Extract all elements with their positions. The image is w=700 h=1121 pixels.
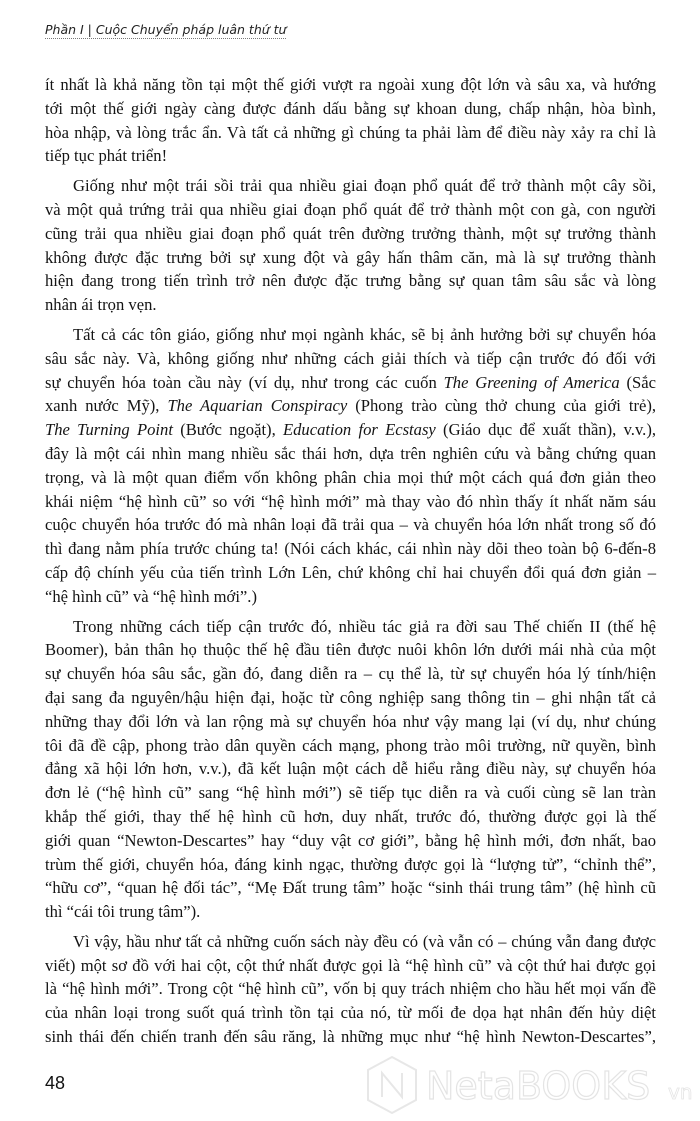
- text-line: sinh thái đến chiến tranh đến sâu răng, là những mục như “hệ hình Newton-Descartes”,: [45, 1027, 656, 1047]
- paragraph: [45, 323, 656, 609]
- text-line: hòa nhập, và lòng trắc ẩn. Và tất cả những gì chúng ta phải làm để điều này xảy ra chỉ là: [45, 122, 656, 142]
- text-line: không được đặc trưng bởi sự xung đột và gây hấn thâm căn, mà là sự trưởng thành: [45, 247, 656, 267]
- text-line: [45, 418, 656, 442]
- text-line: ít nhất là khả năng tồn tại một thế giới vượt ra ngoài xung đột lớn và sâu xa, và hướng: [45, 75, 656, 94]
- book-title: The Greening of America: [443, 372, 620, 392]
- text-line: khắp thế giới, thay thế hệ hình cũ hơn, duy nhất, trước đó, thường được gọi là thế: [45, 806, 656, 826]
- text-line: [45, 371, 656, 395]
- text-line: cấp độ chính yếu của tiến trình Lớn Lên, chứ không chỉ hai chuyển đổi quá đơn giản –: [45, 562, 656, 582]
- text-line: hiện đang trong tiến trình trở nên được đặc trưng bằng sự quan tâm sâu sắc và lòng: [45, 271, 656, 291]
- book-title: Education for Ecstasy: [283, 420, 436, 440]
- book-title: The Aquarian Conspiracy: [167, 396, 348, 416]
- text-line: Trong những cách tiếp cận trước đó, nhiều tác giả ra đời sau Thế chiến II (thế hệ: [73, 616, 656, 636]
- text-line: viết) một sơ đồ với hai cột, cột thứ nhất được gọi là “hệ hình cũ” và cột thứ hai được gọi: [45, 955, 656, 975]
- running-head: Phần I | Cuộc Chuyển pháp luân thứ tư: [45, 22, 287, 37]
- text-segment: (Bước ngoặt),: [172, 420, 283, 440]
- text-line: nhân ái trọn vẹn.: [45, 295, 157, 315]
- text-segment: (Giáo dục để xuất thần), v.v.),: [435, 420, 656, 440]
- text-line: tới một thế giới ngày càng được đánh dấu bằng sự khoan dung, chấp nhận, hòa bình,: [45, 98, 656, 118]
- paragraph: [45, 615, 656, 924]
- text-line: tôi đã đề cập, phong trào dân quyền cách mạng, phong trào môi trường, nữ quyền, bình: [45, 735, 656, 755]
- text-line: Tất cả các tôn giáo, giống như mọi ngành khác, sẽ bị ảnh hưởng bởi sự chuyển hóa: [73, 324, 656, 344]
- svg-text:NetaBOOKS: NetaBOOKS: [426, 1064, 651, 1108]
- netabooks-watermark-logo: [362, 1055, 700, 1115]
- text-line: Vì vậy, hầu như tất cả những cuốn sách này đều có (và vẫn có – chúng vẫn đang được: [73, 931, 656, 951]
- svg-text:vn: vn: [668, 1080, 693, 1104]
- text-line: giới quan “Newton-Descartes” hay “duy vật cơ giới”, bằng hệ hình mới, đơn nhất, bao: [45, 830, 656, 850]
- text-line: sự chuyển hóa sâu sắc, gần đó, đang diễn ra – cụ thể là, từ sự chuyển hóa lý tính/hiện: [45, 664, 656, 684]
- text-segment: sự chuyển hóa toàn cầu này (ví dụ, như trong các cuốn: [45, 372, 444, 392]
- text-line: thì đang nằm phía trước chúng ta! (Nói cách khác, cái nhìn này dõi theo toàn bộ 6-đến-8: [45, 539, 656, 559]
- text-line: sâu sắc này. Và, không giống như những cách giải thích và tiếp cận trước đó đối với: [45, 348, 656, 368]
- paragraph: [45, 174, 656, 317]
- text-segment: (Phong trào cùng thở chung của giới trẻ),: [347, 396, 657, 416]
- body-text: [45, 73, 656, 1055]
- page-number: 48: [45, 1073, 66, 1093]
- text-line: khái niệm “hệ hình cũ” so với “hệ hình mới” mà thay vào đó nhìn thấy ít nhất năm sáu: [45, 491, 656, 511]
- text-line: “hệ hình cũ” và “hệ hình mới”.): [45, 586, 257, 606]
- text-segment: (Sắc: [619, 372, 656, 392]
- paragraph: [45, 73, 656, 168]
- text-line: đây là một cái nhìn mang nhiều sắc thái hơn, dựa trên nghiên cứu và bằng chứng quan: [45, 443, 656, 463]
- text-segment: xanh nước Mỹ),: [45, 396, 168, 416]
- text-line: Boomer), bản thân họ thuộc thế hệ đầu tiên được nuôi khôn lớn dưới mái nhà của một: [45, 640, 656, 660]
- text-line: đại sang đa nguyên/hậu hiện đại, hoặc từ công nghiệp sang thông tin – ghi nhận tất cả: [45, 687, 656, 707]
- text-line: cũng trải qua nhiều giai đoạn phổ quát trên đường trưởng thành, một sự trưởng thành: [45, 223, 656, 243]
- text-line: [45, 394, 656, 418]
- text-line: cuộc chuyển hóa trước đó mà nhân loại đã trải qua – và chuyển hóa lớn nhất trong số đó: [45, 515, 656, 535]
- paragraph: [45, 930, 656, 1049]
- text-line: của nhân loại trong suốt quá trình tồn tại của nó, từ mối đe dọa hạt nhân đến hủy diệt: [45, 1003, 656, 1023]
- text-line: và một quả trứng trải qua nhiều giai đoạn phổ quát để trở thành một con gà, con người: [45, 199, 656, 219]
- text-line: tiếp tục phát triển!: [45, 146, 168, 166]
- text-line: trọng, và là một quan điểm vốn không phân chia mọi thứ một cách quá đơn giản theo: [45, 467, 656, 487]
- text-line: Giống như một trái sồi trải qua nhiều giai đoạn phổ quát để trở thành một cây sồi,: [73, 176, 656, 196]
- text-line: trùm thế giới, chuyển hóa, đáng kinh ngạc, thường được gọi là “lượng tử”, “chỉnh thể”,: [45, 854, 656, 874]
- text-line: là “hệ hình mới”. Trong cột “hệ hình cũ”, vốn bị quy trách nhiệm cho hầu hết mọi vấn đề: [45, 979, 656, 999]
- text-line: đẳng xã hội lớn hơn, v.v.), đã kết luận một cách dễ hiểu rằng điều này, sự chuyển hóa: [45, 759, 656, 779]
- text-line: những thay đổi lớn và lan rộng mà sự chuyển hóa như vậy mang lại (ví dụ, như chúng: [45, 711, 656, 731]
- text-line: thì “cái tôi trung tâm”).: [45, 902, 201, 922]
- text-line: đơn lẻ (“hệ hình cũ” sang “hệ hình mới”) sẽ tiếp tục diễn ra và cuối cùng sẽ lan tràn: [45, 783, 656, 803]
- book-title: The Turning Point: [45, 420, 173, 440]
- text-line: “hữu cơ”, “quan hệ đối tác”, “Mẹ Đất trung tâm” hoặc “sinh thái trung tâm” (hệ hình cũ: [45, 878, 656, 898]
